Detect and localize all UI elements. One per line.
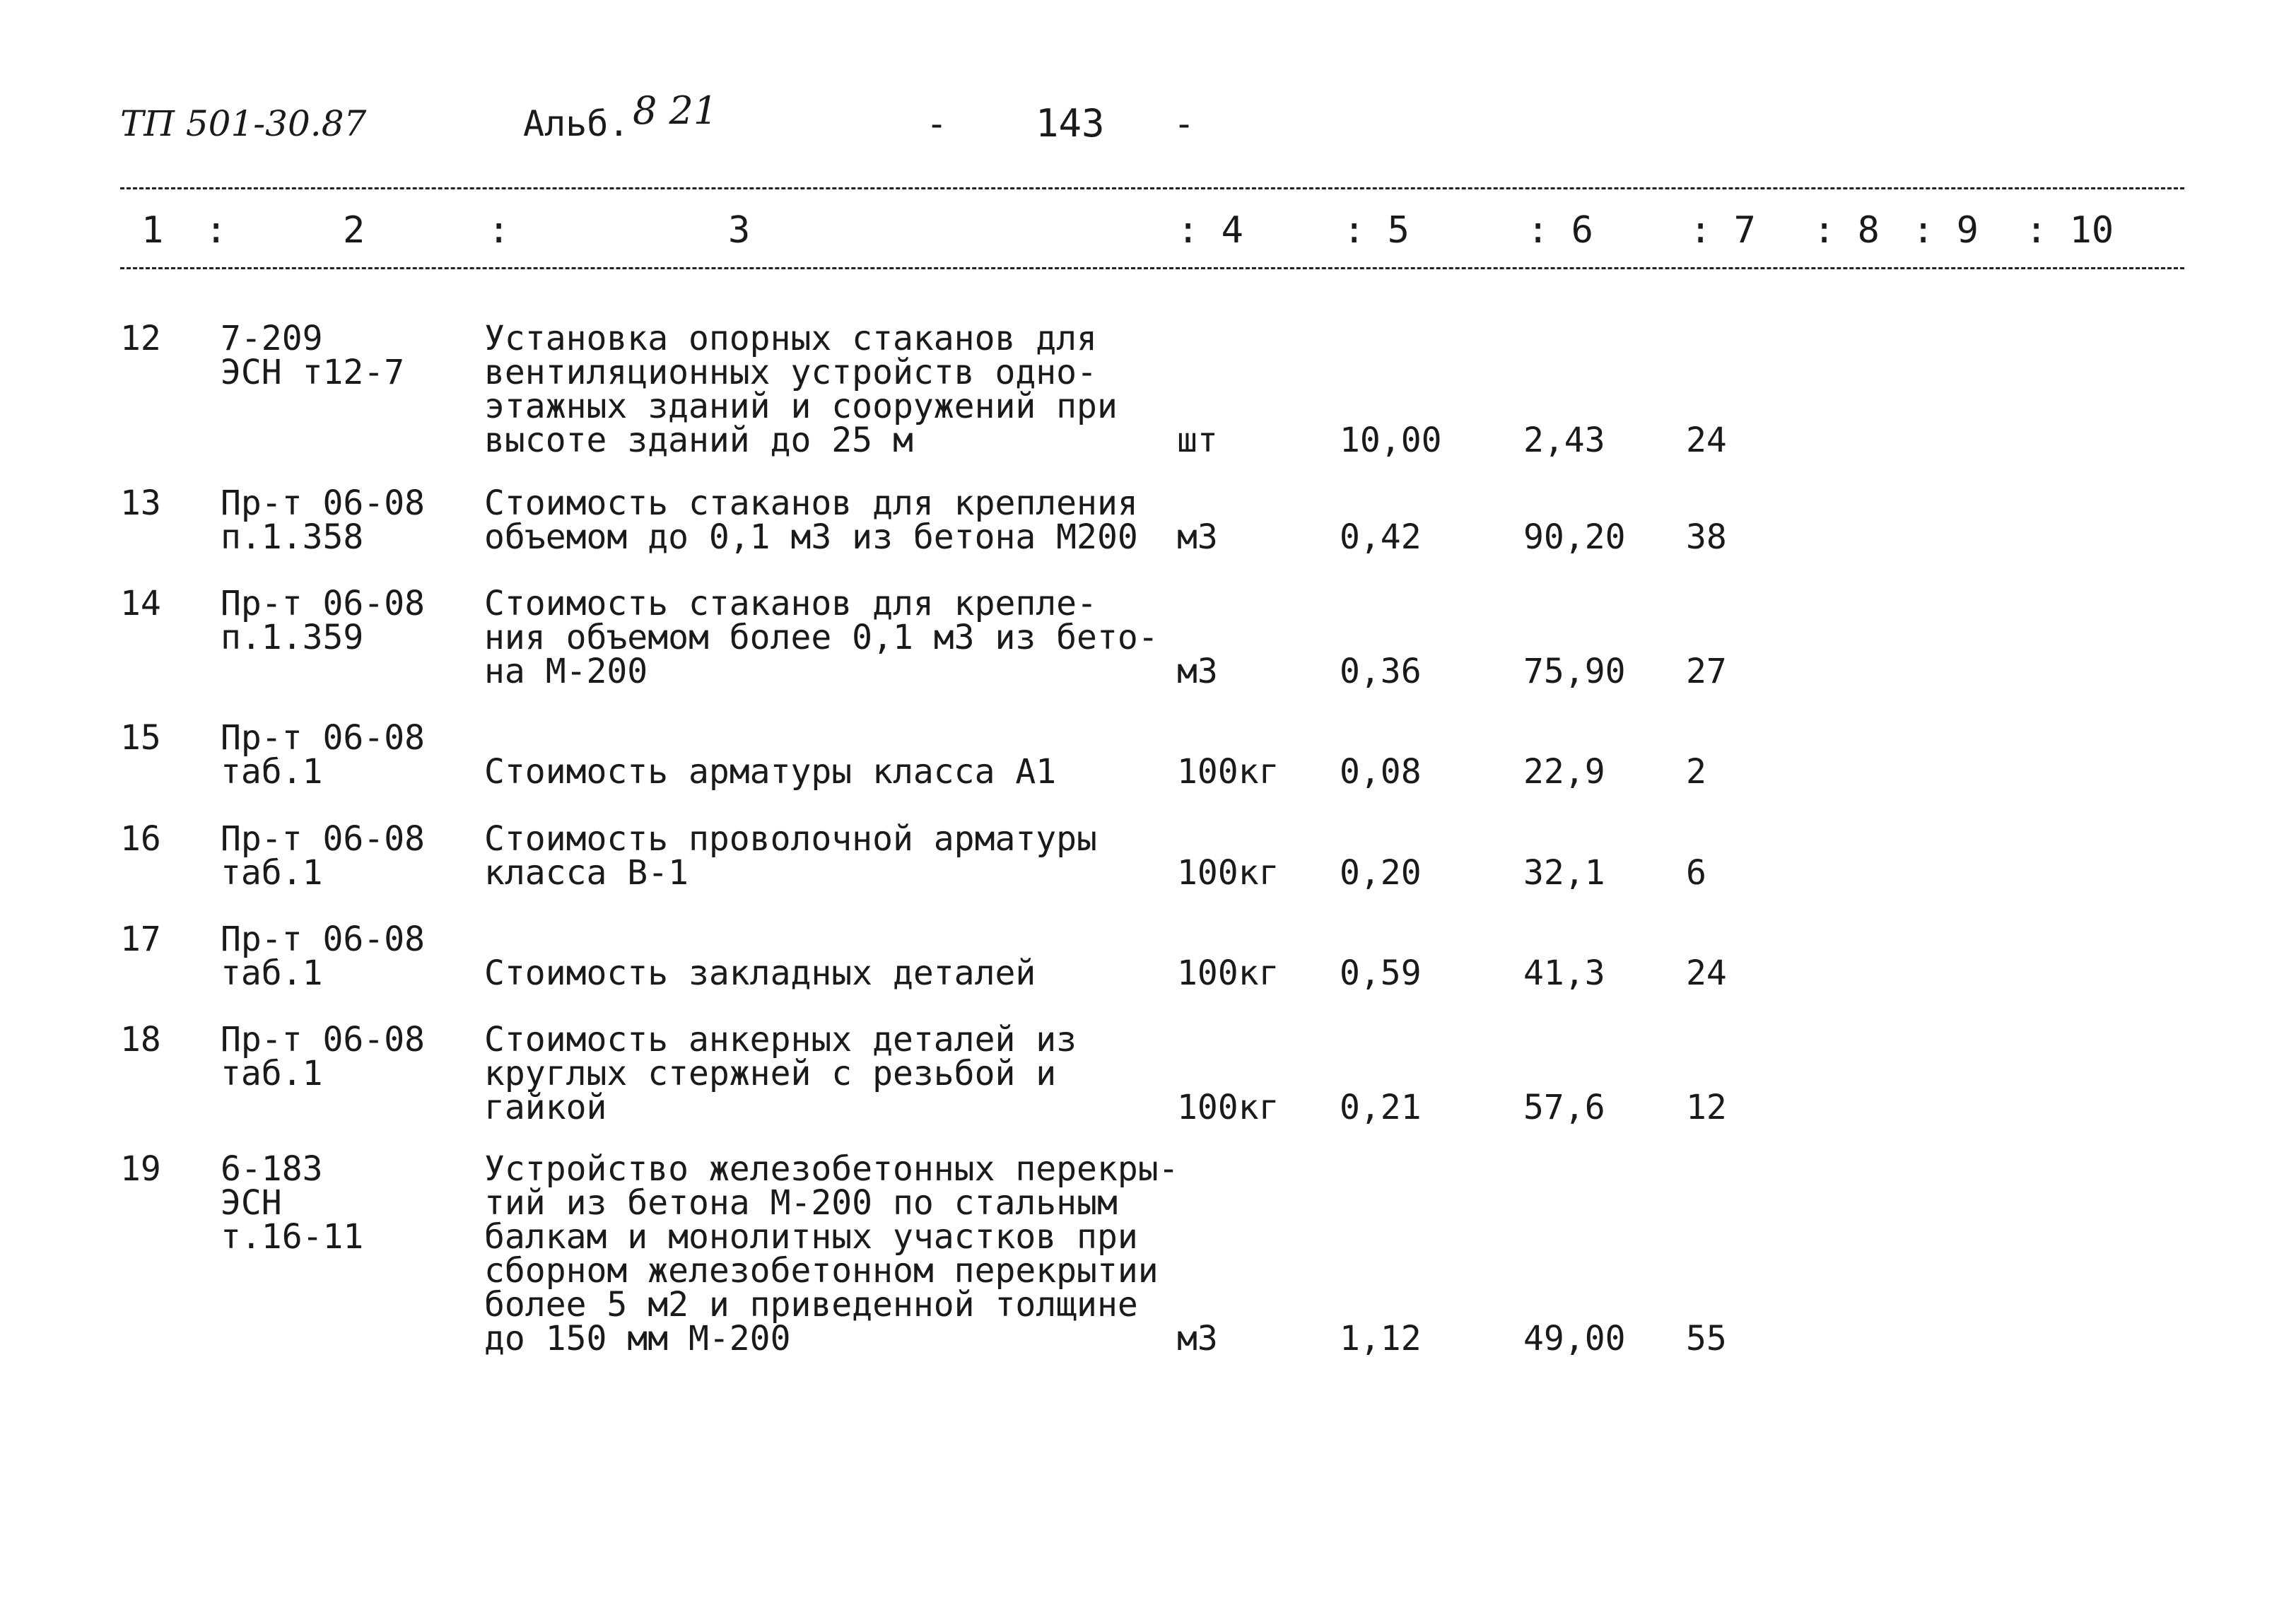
desc-line: класса В-1 bbox=[484, 853, 689, 893]
row-total: 24 bbox=[1686, 953, 1727, 993]
desc-line: до 150 мм М-200 bbox=[484, 1319, 791, 1358]
row-price: 32,1 bbox=[1523, 853, 1605, 893]
row-unit: м3 bbox=[1177, 517, 1218, 557]
row-code bbox=[221, 920, 425, 993]
code-line: Пр-т 06-08 bbox=[221, 483, 425, 523]
col-head-4: : 4 bbox=[1177, 209, 1243, 252]
row-total: 38 bbox=[1686, 517, 1727, 557]
desc-line: Установка опорных стаканов для bbox=[484, 319, 1097, 358]
row-quantity: 1,12 bbox=[1340, 1319, 1422, 1358]
code-line: Пр-т 06-08 bbox=[221, 920, 425, 959]
desc-line: круглых стержней с резьбой и bbox=[484, 1054, 1057, 1093]
row-number: 13 bbox=[120, 483, 161, 523]
desc-line: балкам и монолитных участков при bbox=[484, 1217, 1138, 1257]
row-number: 17 bbox=[120, 920, 161, 959]
desc-line: сборном железобетонном перекрытии bbox=[484, 1251, 1159, 1291]
row-total: 27 bbox=[1686, 652, 1727, 691]
row-total: 2 bbox=[1686, 752, 1706, 792]
col-head-7: : 7 bbox=[1689, 209, 1756, 252]
desc-line: Стоимость стаканов для крепле- bbox=[484, 584, 1097, 623]
code-line: ЭСН т12-7 bbox=[221, 353, 405, 392]
album-number: 8 21 bbox=[633, 88, 718, 133]
top-rule bbox=[120, 187, 2184, 189]
code-line: 7-209 bbox=[221, 319, 323, 358]
row-code bbox=[221, 319, 405, 392]
row-unit: 100кг bbox=[1177, 1088, 1279, 1127]
row-code bbox=[221, 718, 425, 792]
code-line: ЭСН bbox=[221, 1183, 282, 1223]
row-quantity: 0,42 bbox=[1340, 517, 1422, 557]
code-line: Пр-т 06-08 bbox=[221, 584, 425, 623]
row-description bbox=[484, 319, 1118, 460]
col-head-3: 3 bbox=[728, 209, 751, 252]
desc-line: Стоимость анкерных деталей из bbox=[484, 1020, 1077, 1059]
row-unit: м3 bbox=[1177, 1319, 1218, 1358]
row-price: 57,6 bbox=[1523, 1088, 1605, 1127]
row-description bbox=[484, 1020, 1077, 1127]
code-line: таб.1 bbox=[221, 853, 323, 893]
row-description bbox=[484, 584, 1159, 691]
row-code bbox=[221, 819, 425, 893]
row-quantity: 0,21 bbox=[1340, 1088, 1422, 1127]
row-number: 14 bbox=[120, 584, 161, 623]
col-head-10: : 10 bbox=[2025, 209, 2114, 252]
row-price: 90,20 bbox=[1523, 517, 1626, 557]
desc-line: более 5 м2 и приведенной толщине bbox=[484, 1285, 1138, 1325]
desc-line: Стоимость закладных деталей bbox=[484, 953, 1036, 993]
row-quantity: 0,36 bbox=[1340, 652, 1422, 691]
desc-line: Устройство железобетонных перекры- bbox=[484, 1149, 1179, 1189]
row-code bbox=[221, 584, 425, 657]
row-number: 12 bbox=[120, 319, 161, 358]
row-unit: 100кг bbox=[1177, 853, 1279, 893]
row-code bbox=[221, 1149, 364, 1257]
row-number: 15 bbox=[120, 718, 161, 758]
col-head-6: : 6 bbox=[1527, 209, 1593, 252]
code-line: Пр-т 06-08 bbox=[221, 1020, 425, 1059]
row-description bbox=[484, 819, 1097, 893]
doc-code: ТП 501-30.87 bbox=[120, 103, 367, 144]
code-line: 6-183 bbox=[221, 1149, 323, 1189]
col-head-5: : 5 bbox=[1343, 209, 1410, 252]
row-code bbox=[221, 483, 425, 557]
header-dash-left: - bbox=[926, 103, 948, 144]
row-number: 19 bbox=[120, 1149, 161, 1189]
code-line: п.1.358 bbox=[221, 517, 364, 557]
row-total: 6 bbox=[1686, 853, 1706, 893]
row-quantity: 0,59 bbox=[1340, 953, 1422, 993]
row-price: 22,9 bbox=[1523, 752, 1605, 792]
row-description bbox=[484, 953, 1036, 993]
header-bottom-rule bbox=[120, 267, 2184, 269]
row-unit: шт bbox=[1177, 421, 1218, 460]
row-description bbox=[484, 1149, 1179, 1358]
header-dash-right: - bbox=[1173, 103, 1195, 144]
code-line: таб.1 bbox=[221, 953, 323, 993]
code-line: Пр-т 06-08 bbox=[221, 819, 425, 859]
desc-line: гайкой bbox=[484, 1088, 607, 1127]
code-line: т.16-11 bbox=[221, 1217, 364, 1257]
row-total: 24 bbox=[1686, 421, 1727, 460]
row-number: 16 bbox=[120, 819, 161, 859]
col-head-9: : 9 bbox=[1912, 209, 1979, 252]
row-price: 41,3 bbox=[1523, 953, 1605, 993]
desc-line: ния объемом более 0,1 м3 из бето- bbox=[484, 618, 1159, 657]
col-head-8: : 8 bbox=[1813, 209, 1880, 252]
row-quantity: 10,00 bbox=[1340, 421, 1442, 460]
desc-line: Стоимость проволочной арматуры bbox=[484, 819, 1097, 859]
row-quantity: 0,20 bbox=[1340, 853, 1422, 893]
row-quantity: 0,08 bbox=[1340, 752, 1422, 792]
row-total: 12 bbox=[1686, 1088, 1727, 1127]
row-number: 18 bbox=[120, 1020, 161, 1059]
row-unit: м3 bbox=[1177, 652, 1218, 691]
code-line: Пр-т 06-08 bbox=[221, 718, 425, 758]
row-price: 49,00 bbox=[1523, 1319, 1626, 1358]
row-price: 2,43 bbox=[1523, 421, 1605, 460]
desc-line: этажных зданий и сооружений при bbox=[484, 387, 1118, 426]
col-head-sep-2: : bbox=[488, 209, 510, 252]
row-unit: 100кг bbox=[1177, 752, 1279, 792]
desc-line: высоте зданий до 25 м bbox=[484, 421, 913, 460]
desc-line: Стоимость арматуры класса А1 bbox=[484, 752, 1057, 792]
row-code bbox=[221, 1020, 425, 1093]
album-label: Альб. bbox=[523, 103, 630, 144]
desc-line: Стоимость стаканов для крепления bbox=[484, 483, 1138, 523]
row-total: 55 bbox=[1686, 1319, 1727, 1358]
code-line: таб.1 bbox=[221, 1054, 323, 1093]
desc-line: вентиляционных устройств одно- bbox=[484, 353, 1097, 392]
row-price: 75,90 bbox=[1523, 652, 1626, 691]
col-head-sep-1: : bbox=[205, 209, 228, 252]
row-unit: 100кг bbox=[1177, 953, 1279, 993]
code-line: п.1.359 bbox=[221, 618, 364, 657]
code-line: таб.1 bbox=[221, 752, 323, 792]
row-description bbox=[484, 483, 1138, 557]
col-head-2: 2 bbox=[343, 209, 365, 252]
page-number: 143 bbox=[1036, 101, 1105, 146]
row-description bbox=[484, 752, 1057, 792]
desc-line: тий из бетона М-200 по стальным bbox=[484, 1183, 1118, 1223]
desc-line: на М-200 bbox=[484, 652, 648, 691]
col-head-1: 1 bbox=[141, 209, 164, 252]
desc-line: объемом до 0,1 м3 из бетона М200 bbox=[484, 517, 1138, 557]
